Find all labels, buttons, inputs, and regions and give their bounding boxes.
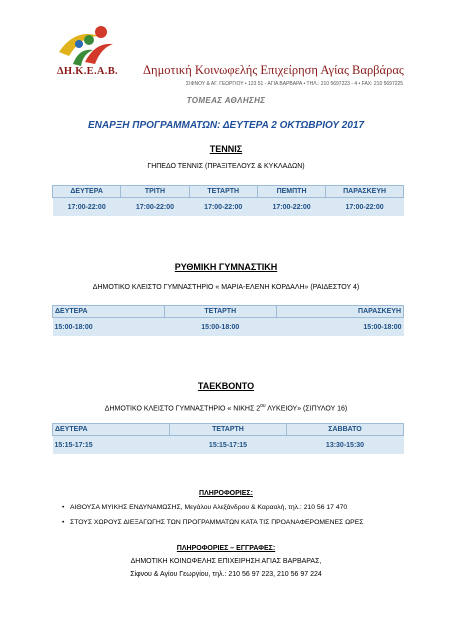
info-title: ΠΛΗΡΟΦΟΡΙΕΣ: — [199, 490, 253, 497]
table-header-row — [53, 186, 404, 198]
day-header: ΤΡΙΤΗ — [121, 186, 189, 198]
table-header-row — [53, 306, 404, 318]
org-address: ΣΙΦΝΟΥ & ΑΓ. ΓΕΩΡΓΙΟΥ • 123 51 - ΑΓΙΑ ΒΑΡΒΑΡΑ • ΤΗΛ.: 210 5697223 - 4 • FAX: 210 5697225 — [186, 81, 404, 87]
day-header: ΠΕΜΠΤΗ — [257, 186, 325, 198]
taekwondo-schedule-table — [52, 423, 404, 454]
bullet-icon: • — [62, 504, 65, 511]
bullet-icon: • — [62, 519, 65, 526]
time-cell: 17:00-22:00 — [257, 198, 325, 217]
table-header-row — [53, 424, 404, 436]
day-header: ΠΑΡΑΣΚΕΥΗ — [276, 306, 403, 318]
registration-title: ΠΛΗΡΟΦΟΡΙΕΣ – ΕΓΓΡΑΦΕΣ: — [176, 545, 276, 552]
time-cell: 15:00-18:00 — [53, 318, 165, 337]
org-name: Δημοτική Κοινωφελής Επιχείρηση Αγίας Βαρβάρας — [143, 63, 404, 77]
taekwondo-title: ΤΑΕΚΒΟΝΤΟ — [197, 381, 255, 391]
department-title: ΤΟΜΕΑΣ ΑΘΛΗΣΗΣ — [186, 96, 266, 105]
table-row — [53, 318, 404, 337]
time-cell: 17:00-22:00 — [189, 198, 257, 217]
main-title: ΕΝΑΡΞΗ ΠΡΟΓΡΑΜΜΑΤΩΝ: ΔΕΥΤΕΡΑ 2 ΟΚΤΩΒΡΙΟΥ 2017 — [87, 120, 365, 131]
time-cell: 17:00-22:00 — [53, 198, 121, 217]
rhythmic-venue: ΔΗΜΟΤΙΚΟ ΚΛΕΙΣΤΟ ΓΥΜΝΑΣΤΗΡΙΟ « ΜΑΡΙΑ-ΕΛΕΝΗ ΚΟΡΔΑΛΗ» (ΡΑΙΔΕΣΤΟΥ 4) — [92, 284, 360, 291]
taekwondo-venue: ΔΗΜΟΤΙΚΟ ΚΛΕΙΣΤΟ ΓΥΜΝΑΣΤΗΡΙΟ « ΝΙΚΗΣ $2^{o\upsilon}$ ΛΥΚΕΙΟΥ» (ΣΙΠΥΛΟΥ 16) — [104, 403, 348, 413]
tennis-schedule-table — [52, 185, 404, 216]
people-logo-icon — [55, 22, 125, 66]
tennis-title: ΤΕΝΝΙΣ — [209, 144, 243, 154]
rhythmic-title: ΡΥΘΜΙΚΗ ΓΥΜΝΑΣΤΙΚΗ — [174, 262, 278, 272]
day-header: ΤΕΤΑΡΤΗ — [164, 306, 276, 318]
registration-org: ΔΗΜΟΤΙΚΗ ΚΟΙΝΩΦΕΛΗΣ ΕΠΙΧΕΙΡΗΣΗ ΑΓΙΑΣ ΒΑΡΒΑΡΑΣ, — [130, 558, 322, 565]
org-abbreviation: ΔΗ.Κ.Ε.Α.Β. — [57, 66, 118, 77]
info-item: • ΑΙΘΟΥΣΑ ΜΥΙΚΗΣ ΕΝΔΥΝΑΜΩΣΗΣ, Μεγάλου Αλεξάνδρου & Καραολή, τηλ.: 210 56 17 470 — [62, 504, 348, 511]
time-cell: 15:15-17:15 — [53, 436, 170, 455]
tennis-venue: ΓΗΠΕΔΟ ΤΕΝΝΙΣ (ΠΡΑΞΙΤΕΛΟΥΣ & ΚΥΚΛΑΔΩΝ) — [147, 163, 305, 170]
day-header: ΔΕΥΤΕΡΑ — [53, 186, 121, 198]
table-row — [53, 198, 404, 217]
rhythmic-schedule-table — [52, 305, 404, 336]
day-header: ΔΕΥΤΕΡΑ — [53, 424, 170, 436]
table-row — [53, 436, 404, 455]
day-header: ΤΕΤΑΡΤΗ — [170, 424, 287, 436]
day-header: ΤΕΤΑΡΤΗ — [189, 186, 257, 198]
info-item: • ΣΤΟΥΣ ΧΩΡΟΥΣ ΔΙΕΞΑΓΩΓΗΣ ΤΩΝ ΠΡΟΓΡΑΜΜΑΤΩΝ ΚΑΤΑ ΤΙΣ ΠΡΟΑΝΑΦΕΡΟΜΕΝΕΣ ΩΡΕΣ — [62, 519, 364, 526]
registration-contact: Σίφνου & Αγίου Γεωργίου, τηλ.: 210 56 97 223, 210 56 97 224 — [130, 571, 322, 578]
day-header: ΣΑΒΒΑΤΟ — [287, 424, 404, 436]
time-cell: 13:30-15:30 — [287, 436, 404, 455]
time-cell: 17:00-22:00 — [121, 198, 189, 217]
time-cell: 15:15-17:15 — [170, 436, 287, 455]
day-header: ΔΕΥΤΕΡΑ — [53, 306, 165, 318]
day-header: ΠΑΡΑΣΚΕΥΗ — [326, 186, 404, 198]
time-cell: 15:00-18:00 — [164, 318, 276, 337]
time-cell: 17:00-22:00 — [326, 198, 404, 217]
time-cell: 15:00-18:00 — [276, 318, 403, 337]
